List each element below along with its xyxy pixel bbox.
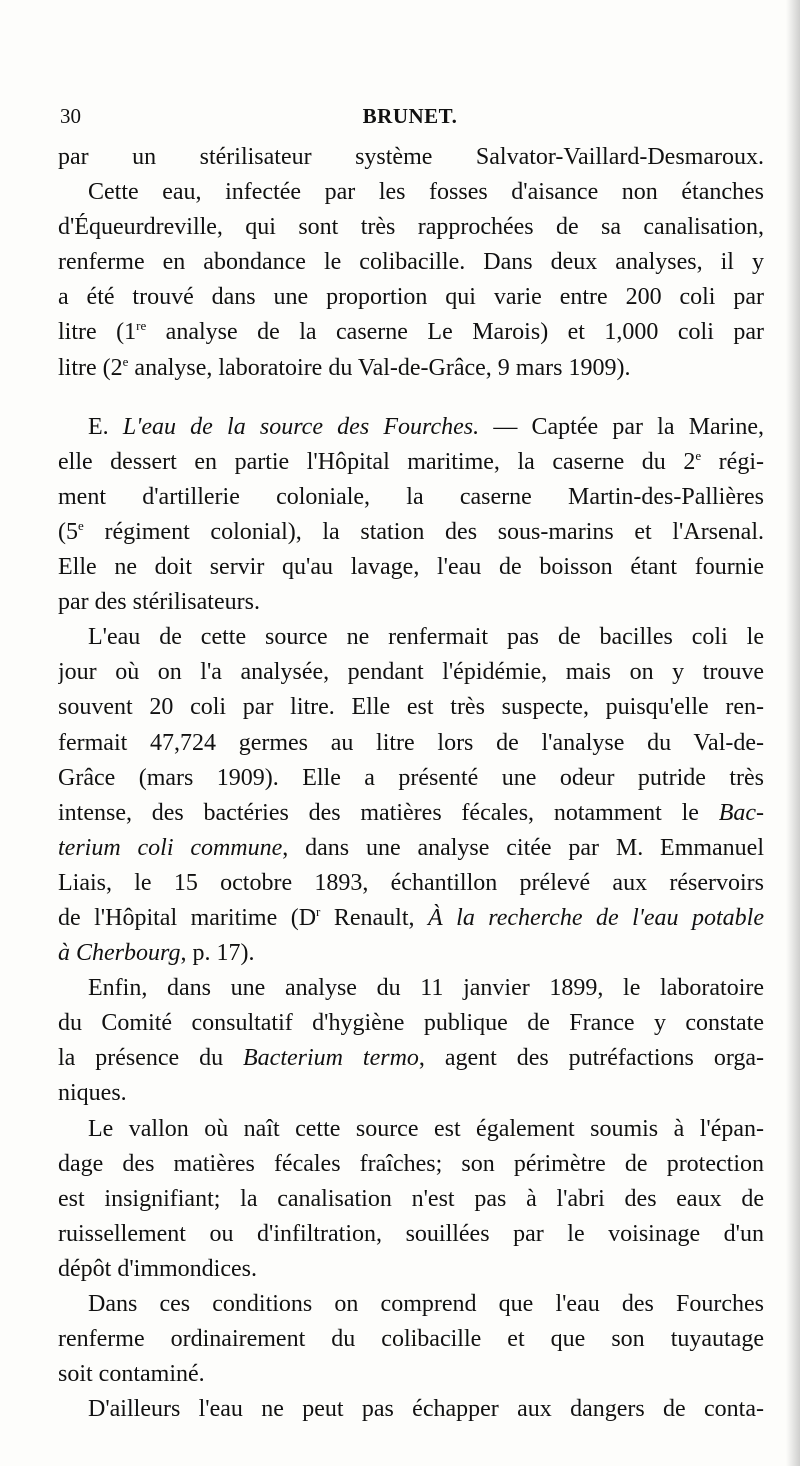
- text-run: E.: [88, 413, 123, 440]
- text-line: du Comité consultatif d'hygiène publique de France y constate: [58, 1010, 764, 1037]
- page-number: 30: [60, 104, 81, 128]
- text-line: D'ailleurs l'eau ne peut pas échapper aux dangers de conta-: [88, 1396, 764, 1423]
- text-line: [58, 831, 764, 866]
- text-line: Le vallon où naît cette source est également soumis à l'épan-: [88, 1115, 764, 1142]
- italic-text: Bacterium termo: [243, 1045, 419, 1072]
- text-run: litre (1: [58, 319, 137, 346]
- text-line: L'eau de cette source ne renfermait pas de bacilles coli le: [88, 624, 764, 651]
- text-run: intense, des bactéries des matières fécales, notamment le: [58, 799, 719, 826]
- text-line: [58, 315, 764, 350]
- text-line: Enfin, dans une analyse du 11 janvier 1899, le laboratoire: [88, 975, 764, 1002]
- italic-text: À la recherche de l'eau potable: [428, 904, 764, 931]
- superscript: re: [136, 318, 147, 334]
- text-line: [58, 445, 764, 480]
- text-run: , agent des putréfactions orga-: [418, 1045, 764, 1072]
- text-line: par des stérilisateurs.: [58, 589, 260, 616]
- text-line: dage des matières fécales fraîches; son périmètre de protection: [58, 1150, 764, 1177]
- body-text: [58, 140, 764, 1427]
- section-title: L'eau de la source des Fourches.: [122, 413, 480, 440]
- text-line: [58, 351, 764, 386]
- text-line: Cette eau, infectée par les fosses d'aisance non étanches: [88, 179, 764, 206]
- text-run: , dans une analyse citée par M. Emmanuel: [282, 834, 764, 861]
- text-line: [58, 901, 764, 936]
- superscript: e: [695, 447, 702, 463]
- text-run: elle dessert en partie l'Hôpital maritime, la caserne du 2: [58, 448, 696, 475]
- text-line: fermait 47,724 germes au litre lors de l'analyse du Val-de-: [58, 729, 764, 756]
- text-line: Elle ne doit servir qu'au lavage, l'eau de boisson étant fournie: [58, 554, 764, 581]
- text-run: analyse, laboratoire du Val-de-Grâce, 9 mars 1909).: [128, 354, 631, 381]
- text-line: [58, 796, 764, 831]
- text-run: de l'Hôpital maritime (D: [58, 904, 317, 931]
- text-line: niques.: [58, 1080, 127, 1107]
- text-line: ment d'artillerie coloniale, la caserne Martin-des-Pallières: [58, 483, 764, 510]
- text-run: litre (2: [58, 354, 123, 381]
- italic-text: à Cherbourg: [58, 940, 181, 967]
- text-line: [58, 515, 764, 550]
- page-edge-shadow: [786, 0, 800, 1466]
- text-line: Liais, le 15 octobre 1893, échantillon prélevé aux réservoirs: [58, 869, 764, 896]
- text-line: Grâce (mars 1909). Elle a présenté une odeur putride très: [58, 764, 764, 791]
- text-line: Dans ces conditions on comprend que l'eau des Fourches: [88, 1291, 764, 1317]
- text-line: a été trouvé dans une proportion qui varie entre 200 coli par: [58, 284, 764, 311]
- text-run: Renault,: [320, 904, 429, 931]
- superscript: r: [316, 903, 321, 919]
- text-line: soit contaminé.: [58, 1361, 205, 1388]
- text-line: souvent 20 coli par litre. Elle est très suspecte, puisqu'elle ren-: [58, 694, 764, 721]
- text-run: régi-: [701, 448, 764, 475]
- text-line: d'Équeurdreville, qui sont très rapprochées de sa canalisation,: [58, 214, 764, 241]
- text-run: (5: [58, 518, 78, 545]
- running-head: BRUNET.: [362, 104, 458, 128]
- italic-text: Bac-: [718, 799, 764, 826]
- text-line: ruissellement ou d'infiltration, souillées par le voisinage d'un: [58, 1220, 764, 1247]
- italic-text: terium coli commune: [58, 834, 283, 861]
- text-run: analyse de la caserne Le Marois) et 1,000 coli par: [146, 319, 764, 346]
- text-line: [58, 1041, 764, 1076]
- text-line: renferme ordinairement du colibacille et que son tuyautage: [58, 1326, 764, 1353]
- text-run: , p. 17).: [180, 940, 255, 967]
- text-run: régiment colonial), la station des sous-marins et l'Arsenal.: [83, 518, 764, 545]
- superscript: e: [122, 353, 129, 369]
- page-header: [60, 104, 760, 134]
- text-line: dépôt d'immondices.: [58, 1255, 257, 1282]
- text-line: renferme en abondance le colibacille. Dans deux analyses, il y: [58, 249, 764, 276]
- text-line: [58, 936, 764, 971]
- text-line: par un stérilisateur système Salvator-Vaillard-Desmaroux.: [58, 144, 764, 170]
- section-heading-line: [58, 410, 764, 445]
- section-gap: [58, 386, 764, 410]
- superscript: e: [78, 517, 84, 533]
- text-line: jour où on l'a analysée, pendant l'épidémie, mais on y trouve: [58, 659, 764, 686]
- text-run: — Captée par la Marine,: [479, 413, 764, 440]
- text-line: est insignifiant; la canalisation n'est pas à l'abri des eaux de: [58, 1185, 764, 1212]
- text-run: la présence du: [58, 1045, 244, 1072]
